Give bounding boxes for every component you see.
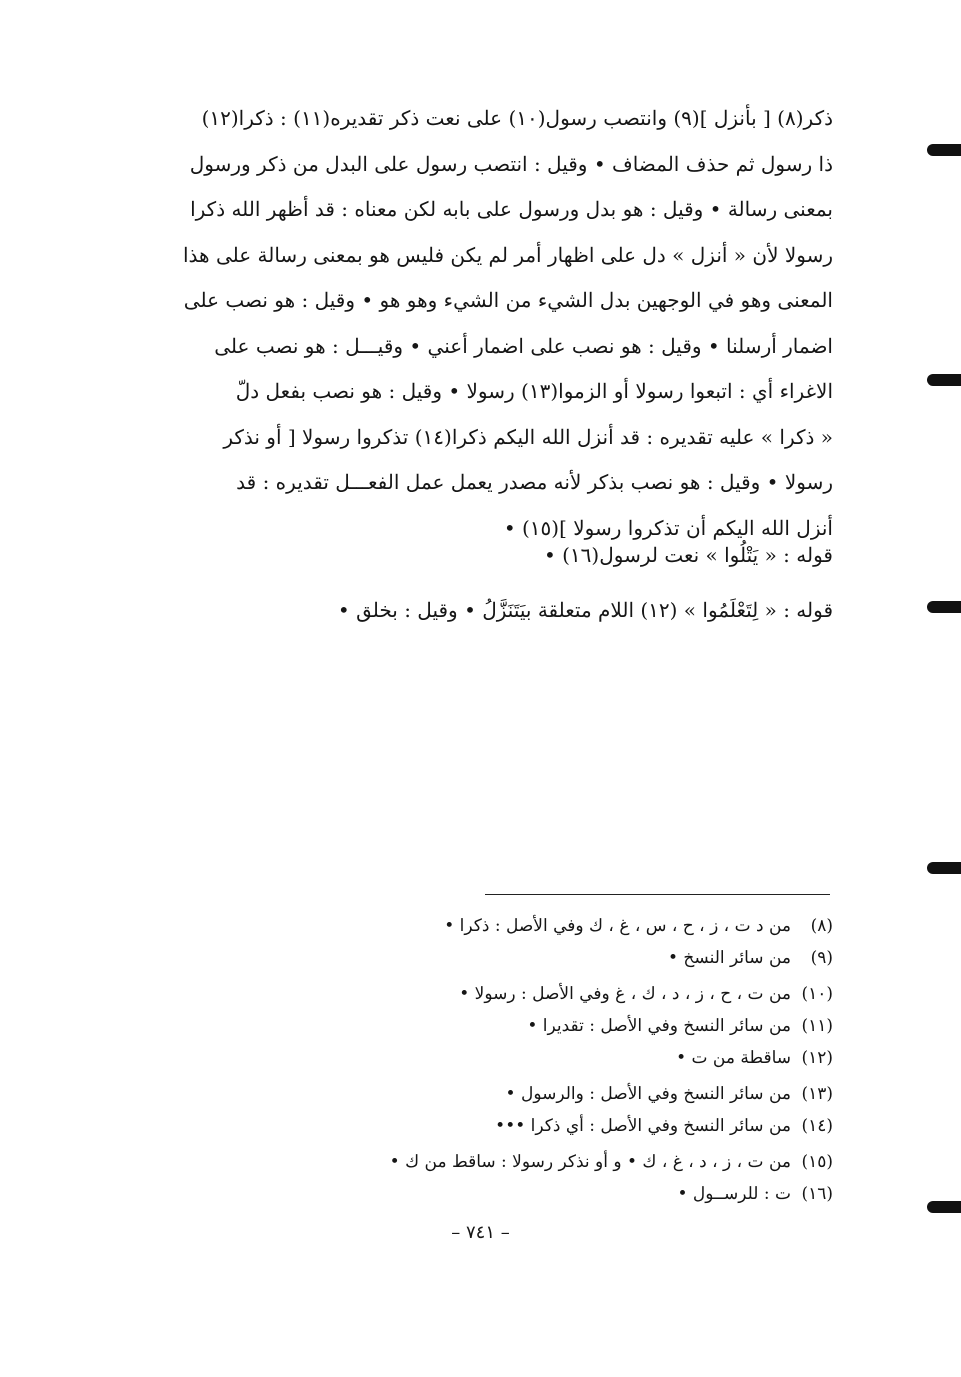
scan-edge-mark	[927, 1201, 961, 1213]
commentary-line-yatlu: قوله : « يَتْلُوا » نعت لرسول(١٦) •	[543, 543, 833, 567]
footnote-text: من د ت ، ز ، ح ، س ، غ ، ك وفي الأصل : ذكرا •	[444, 916, 791, 936]
footnote-number: (١٢)	[801, 1048, 833, 1068]
body-line: رسولا لأن « أنزل » دل على اظهار أمر لم يكن فليس هو بمعنى رسالة على هذا	[182, 242, 833, 267]
scan-edge-mark	[927, 144, 961, 156]
body-line: المعنى وهو في الوجهين بدل الشيء من الشيء وهو هو • وقيل : هو نصب على	[183, 288, 833, 312]
footnote-text: من سائر النسخ •	[668, 948, 791, 968]
footnote	[213, 1110, 833, 1142]
footnote	[213, 1078, 833, 1110]
footnote	[213, 1146, 833, 1178]
footnote	[213, 1010, 833, 1042]
footnote-text: ت : للرســول •	[677, 1184, 791, 1204]
footnote-text: من سائر النسخ وفي الأصل : أي ذكرا •••	[495, 1116, 791, 1136]
body-line: ذكر(٨) [ بأنزل ](٩) وانتصب رسول(١٠) على نعت ذكر تقديره(١١) : ذكرا(١٢)	[201, 106, 833, 130]
footnote-number: (١٣)	[801, 1084, 833, 1104]
footnote-text: ساقطة من ت •	[676, 1048, 791, 1068]
body-line: الاغراء أي : اتبعوا رسولا أو الزموا(١٣) رسولا • وقيل : هو نصب بفعل دلّ	[235, 379, 833, 403]
footnote-text: من ت ، ز ، د ، غ ، ك • و أو نذكر رسولا : ساقط من ك •	[389, 1152, 791, 1172]
body-line: « ذكرا » عليه تقديره : قد أنزل الله اليكم ذكرا(١٤) تذكروا رسولا [ أو نذكر	[223, 424, 833, 449]
footnote-number: (١٥)	[801, 1152, 833, 1172]
footnote-number: (٩)	[810, 948, 833, 968]
body-line: ذا رسول ثم حذف المضاف • وقيل : انتصب رسول على البدل من ذكر ورسول	[189, 151, 833, 176]
footnote-number: (١٠)	[801, 984, 833, 1004]
footnote	[213, 1042, 833, 1074]
body-line: بمعنى رسالة • وقيل : هو بدل ورسول على بابه لكن معناه : قد أظهر الله ذكرا	[190, 197, 833, 221]
footnote-text: من ت ، ح ، ز ، د ، ك ، غ وفي الأصل : رسولا •	[459, 984, 791, 1004]
footnote-number: (٨)	[810, 916, 833, 936]
footnotes	[213, 910, 833, 1210]
scan-edge-mark	[927, 374, 961, 386]
body-line: أنزل الله اليكم أن تذكروا رسولا ](١٥) •	[503, 515, 833, 540]
scan-edge-mark	[927, 601, 961, 613]
body-line: رسولا • وقيل : هو نصب بذكر لأنه مصدر يعمل عمل الفعـــل تقديره : قد	[236, 470, 833, 494]
footnote-divider	[485, 894, 830, 895]
scan-edge-mark	[927, 862, 961, 874]
footnote-number: (١٦)	[801, 1184, 833, 1204]
footnote-text: من سائر النسخ وفي الأصل : والرسول •	[505, 1084, 791, 1104]
footnote-number: (١١)	[801, 1016, 833, 1036]
commentary-line-litalamu: قوله : « لِتَعْلَمُوا » (١٢) اللام متعلقة بيَتَنَزَّلُ • وقيل : بخلق •	[337, 598, 833, 622]
footnote-text: من سائر النسخ وفي الأصل : تقديرا •	[527, 1016, 791, 1036]
footnote	[213, 1178, 833, 1210]
body-line: اضمار أرسلنا • وقيل : هو نصب على اضمار أعني • وقيـــل : هو نصب على	[214, 333, 833, 358]
footnote-number: (١٤)	[801, 1116, 833, 1136]
footnote	[213, 978, 833, 1010]
footnote	[213, 942, 833, 974]
footnote	[213, 910, 833, 942]
main-paragraph	[128, 96, 833, 551]
page-number: – ٧٤١ –	[451, 1222, 510, 1243]
